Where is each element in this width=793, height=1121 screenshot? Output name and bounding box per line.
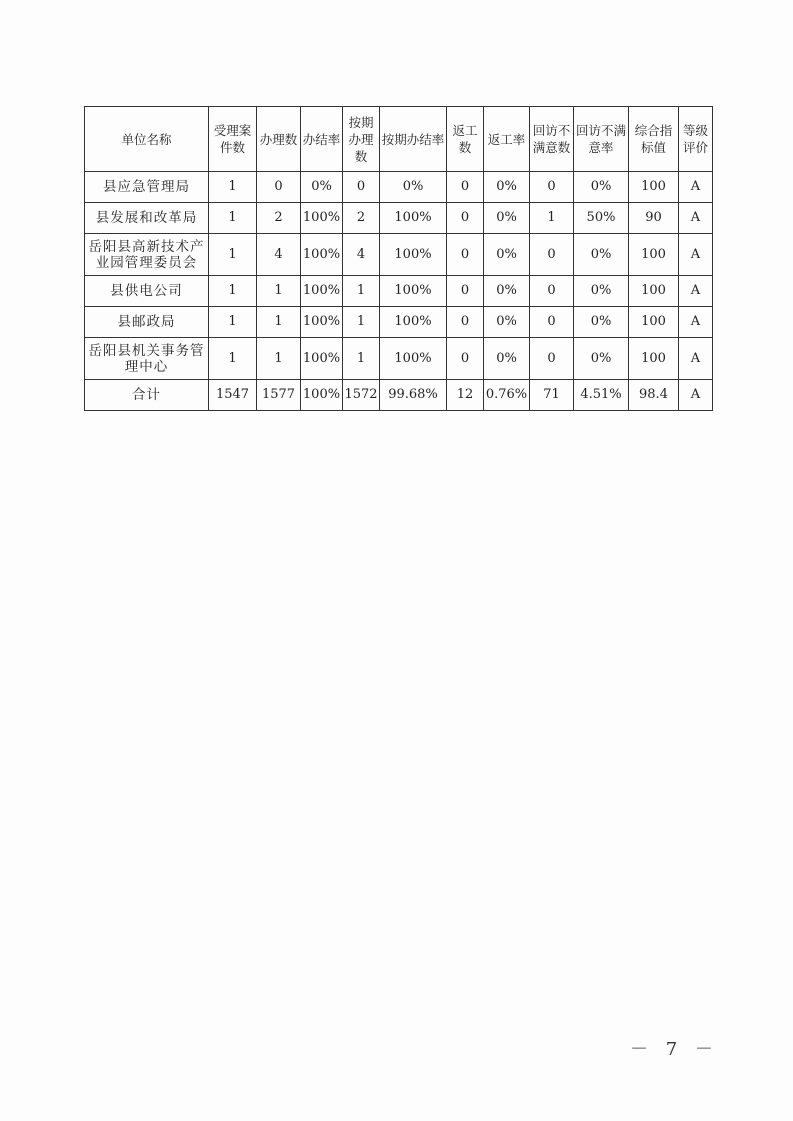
table-row bbox=[85, 172, 713, 203]
table-cell: 0 bbox=[257, 172, 301, 203]
table-cell: 0.76% bbox=[484, 380, 530, 411]
table-row bbox=[85, 276, 713, 307]
table-cell: 4 bbox=[257, 234, 301, 276]
table-cell: 0 bbox=[530, 338, 574, 380]
table-cell: 1 bbox=[257, 338, 301, 380]
table-cell: 0% bbox=[484, 234, 530, 276]
table-cell: 0 bbox=[530, 276, 574, 307]
table-cell: A bbox=[679, 172, 713, 203]
table-row bbox=[85, 234, 713, 276]
table-cell: 100% bbox=[301, 276, 343, 307]
table-cell: 1 bbox=[530, 203, 574, 234]
page-number: － 7 － bbox=[630, 1039, 719, 1060]
table-cell: 0% bbox=[301, 172, 343, 203]
table-cell: 1 bbox=[343, 276, 380, 307]
table-cell: 100% bbox=[301, 203, 343, 234]
unit-name-cell: 县邮政局 bbox=[85, 307, 209, 338]
table-cell: 1 bbox=[209, 307, 257, 338]
unit-name-cell: 合计 bbox=[85, 380, 209, 411]
table-cell: 1 bbox=[209, 338, 257, 380]
table-cell: 1572 bbox=[343, 380, 380, 411]
table-cell: 1 bbox=[209, 276, 257, 307]
evaluation-table bbox=[84, 106, 713, 411]
table-cell: 0 bbox=[447, 307, 484, 338]
header-composite-index: 综合指标值 bbox=[629, 107, 679, 172]
table-cell: 0 bbox=[530, 172, 574, 203]
header-rework-rate: 返工率 bbox=[484, 107, 530, 172]
table-cell: 100 bbox=[629, 234, 679, 276]
table-cell: 0% bbox=[574, 307, 629, 338]
header-unit-name: 单位名称 bbox=[85, 107, 209, 172]
table-cell: 1 bbox=[209, 203, 257, 234]
table-cell: 0% bbox=[574, 276, 629, 307]
table-cell: 100% bbox=[380, 338, 447, 380]
table-cell: 100 bbox=[629, 276, 679, 307]
table-cell: 1 bbox=[209, 234, 257, 276]
table-cell: 100% bbox=[301, 380, 343, 411]
table-cell: 1 bbox=[257, 276, 301, 307]
table-cell: A bbox=[679, 338, 713, 380]
table-cell: 0 bbox=[343, 172, 380, 203]
table-cell: 90 bbox=[629, 203, 679, 234]
table-cell: 0% bbox=[484, 276, 530, 307]
table-cell: 0 bbox=[447, 172, 484, 203]
unit-name-cell: 岳阳县高新技术产业园管理委员会 bbox=[85, 234, 209, 276]
unit-name-cell: 县供电公司 bbox=[85, 276, 209, 307]
unit-name-cell: 县应急管理局 bbox=[85, 172, 209, 203]
table-cell: 0% bbox=[484, 307, 530, 338]
header-rework-count: 返工数 bbox=[447, 107, 484, 172]
table-cell: A bbox=[679, 203, 713, 234]
table-cell: A bbox=[679, 234, 713, 276]
table-row bbox=[85, 338, 713, 380]
table-header bbox=[85, 107, 713, 172]
table-row bbox=[85, 203, 713, 234]
header-on-time-rate: 按期办结率 bbox=[380, 107, 447, 172]
table-cell: 12 bbox=[447, 380, 484, 411]
table-cell: A bbox=[679, 276, 713, 307]
header-grade: 等级评价 bbox=[679, 107, 713, 172]
table-cell: 100 bbox=[629, 172, 679, 203]
unit-name-cell: 县发展和改革局 bbox=[85, 203, 209, 234]
header-accepted-cases: 受理案件数 bbox=[209, 107, 257, 172]
table-cell: 0% bbox=[380, 172, 447, 203]
table-cell: 100% bbox=[380, 307, 447, 338]
table-cell: 0 bbox=[530, 307, 574, 338]
table-cell: 100 bbox=[629, 307, 679, 338]
total-row bbox=[85, 380, 713, 411]
table-cell: 2 bbox=[343, 203, 380, 234]
table-cell: 1 bbox=[343, 338, 380, 380]
table-cell: 1547 bbox=[209, 380, 257, 411]
header-row bbox=[85, 107, 713, 172]
table-cell: 100 bbox=[629, 338, 679, 380]
header-completion-rate: 办结率 bbox=[301, 107, 343, 172]
table-cell: 0% bbox=[484, 203, 530, 234]
table-cell: 0 bbox=[447, 276, 484, 307]
unit-name-cell: 岳阳县机关事务管理中心 bbox=[85, 338, 209, 380]
table-cell: 0% bbox=[574, 234, 629, 276]
table-cell: 1 bbox=[257, 307, 301, 338]
table-cell: 1 bbox=[209, 172, 257, 203]
table-cell: 1 bbox=[343, 307, 380, 338]
table-cell: 100% bbox=[380, 203, 447, 234]
table-cell: 99.68% bbox=[380, 380, 447, 411]
table-cell: 0% bbox=[484, 338, 530, 380]
header-dissatisfied-count: 回访不满意数 bbox=[530, 107, 574, 172]
table-body bbox=[85, 172, 713, 411]
table-row bbox=[85, 307, 713, 338]
header-dissatisfied-rate: 回访不满意率 bbox=[574, 107, 629, 172]
header-handled: 办理数 bbox=[257, 107, 301, 172]
table-cell: 100% bbox=[301, 307, 343, 338]
table-cell: 100% bbox=[380, 234, 447, 276]
table-cell: 0% bbox=[574, 172, 629, 203]
table-cell: 50% bbox=[574, 203, 629, 234]
table-cell: 0 bbox=[530, 234, 574, 276]
table-cell: 4.51% bbox=[574, 380, 629, 411]
table-cell: 98.4 bbox=[629, 380, 679, 411]
table-cell: 0 bbox=[447, 234, 484, 276]
table-cell: A bbox=[679, 307, 713, 338]
table-cell: A bbox=[679, 380, 713, 411]
table-cell: 100% bbox=[301, 338, 343, 380]
table-cell: 2 bbox=[257, 203, 301, 234]
table-cell: 0 bbox=[447, 338, 484, 380]
table-cell: 4 bbox=[343, 234, 380, 276]
table-cell: 100% bbox=[301, 234, 343, 276]
table-cell: 0 bbox=[447, 203, 484, 234]
header-on-time-handled: 按期办理数 bbox=[343, 107, 380, 172]
table-cell: 0% bbox=[484, 172, 530, 203]
table-cell: 1577 bbox=[257, 380, 301, 411]
table-cell: 0% bbox=[574, 338, 629, 380]
table-cell: 71 bbox=[530, 380, 574, 411]
table-cell: 100% bbox=[380, 276, 447, 307]
